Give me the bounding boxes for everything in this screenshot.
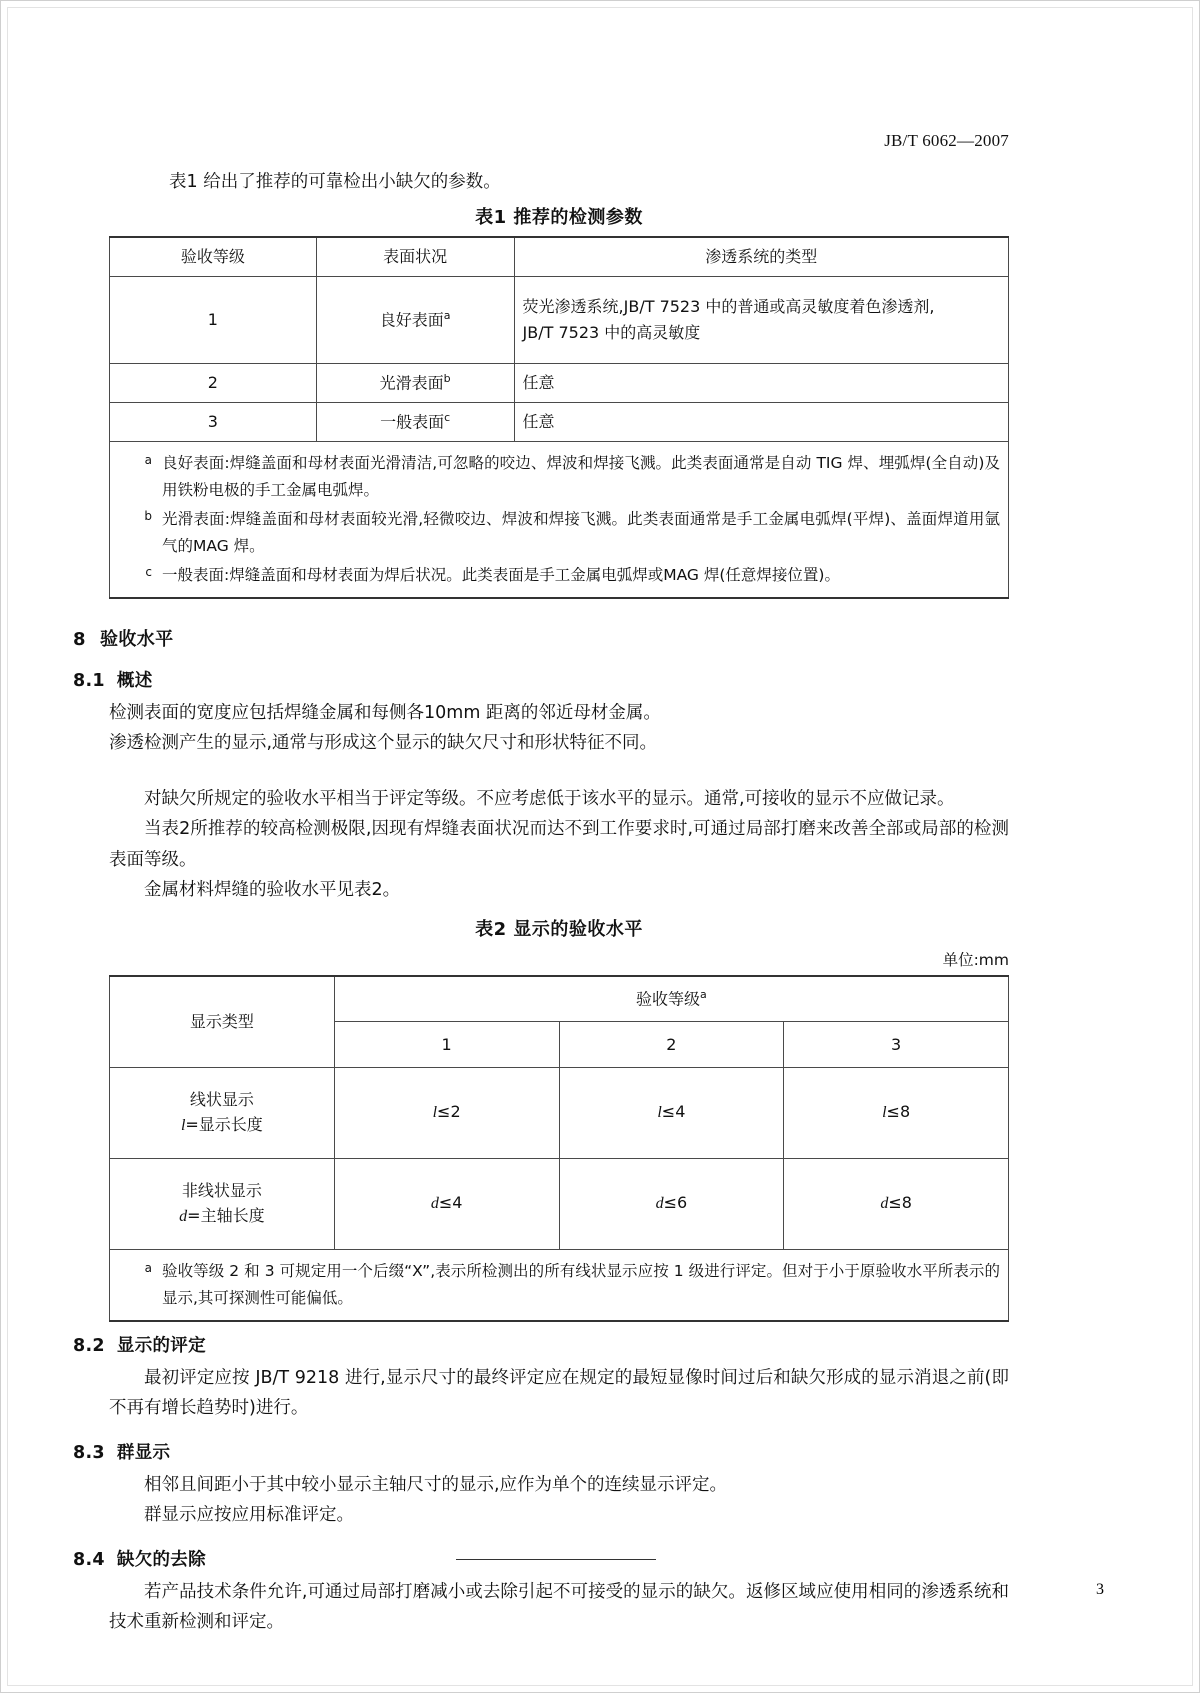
footnote-mark-b: b: [144, 508, 152, 523]
symbol-d: d: [179, 1208, 188, 1226]
table1-cell-system: 任意: [514, 402, 1008, 441]
table2-cell-nonlinear-level-1: [334, 1158, 559, 1249]
value-text: ≤6: [663, 1193, 688, 1213]
table2-footnote-row: [110, 1249, 1009, 1321]
table2-cell-type-nonlinear: [110, 1158, 335, 1249]
footnote-ref-a: a: [443, 308, 451, 322]
table-row: [110, 276, 1009, 363]
value-text: ≤8: [888, 1193, 912, 1213]
table2-level-3: 3: [784, 1022, 1009, 1067]
section-8-4-paragraph-1: 若产品技术条件允许,可通过局部打磨减小或去除引起不可接受的显示的缺欠。返修区域应使用相同的渗透系统和技术重新检测和评定。: [109, 1582, 1009, 1633]
table2-cell-nonlinear-level-3: [784, 1158, 1009, 1249]
section-8-1-title: 概述: [116, 671, 153, 692]
table2-type-label: 非线状显示: [181, 1180, 262, 1200]
section-8-1-number: 8.1: [73, 671, 105, 692]
table1-surface-text: 良好表面: [379, 310, 444, 330]
footnote-item: [118, 506, 1000, 560]
table1-cell-surface: [316, 402, 514, 441]
table2-unit-note: 单位:mm: [942, 950, 1009, 969]
section-8-1-paragraph-4: 当表2所推荐的较高检测极限,因现有焊缝表面状况而达不到工作要求时,可通过局部打磨来改善全部或局部的检测表面等级。: [109, 819, 1009, 870]
table-row: [110, 402, 1009, 441]
section-8-4-number: 8.4: [73, 1550, 105, 1571]
footnote-ref-c: c: [444, 410, 451, 424]
footnote-ref-b: b: [443, 371, 451, 385]
table2-col-acceptance-level-group: [334, 976, 1008, 1022]
table2-col-indication-type: 显示类型: [110, 976, 335, 1068]
footnote-item: [118, 1258, 1000, 1312]
table2-cell-linear-level-2: [559, 1067, 784, 1158]
footnote-mark-c: c: [145, 565, 152, 580]
table1-col-penetrant-system-type: 渗透系统的类型: [514, 237, 1008, 276]
table1-footnotes: [110, 441, 1009, 598]
footnote-item: [118, 450, 1000, 504]
footnote-text-b: 光滑表面:焊缝盖面和母材表面较光滑,轻微咬边、焊波和焊接飞溅。此类表面通常是手工金属电弧焊(平焊)、盖面焊道用氩气的MAG 焊。: [162, 509, 1000, 555]
footnote-ref-a: a: [700, 988, 707, 1002]
table1-lead-text: 表1 给出了推荐的可靠检出小缺欠的参数。: [169, 172, 501, 192]
table2-cell-linear-level-1: [334, 1067, 559, 1158]
table2-type-definition: [118, 1112, 326, 1139]
table1-cell-surface: [316, 363, 514, 402]
page-number: 3: [1096, 1581, 1104, 1598]
section-8-3-paragraph-1: 相邻且间距小于其中较小显示主轴尺寸的显示,应作为单个的连续显示评定。: [144, 1475, 728, 1496]
heading-section-8-1: [73, 667, 1009, 692]
standard-code-header: JB/T 6062—2007: [884, 131, 1009, 150]
table2-type-label: 线状显示: [189, 1089, 254, 1109]
section-8-1-paragraph-2: 渗透检测产生的显示,通常与形成这个显示的缺欠尺寸和形状特征不同。: [109, 733, 658, 754]
heading-section-8-2: [73, 1332, 1009, 1357]
table1-cell-system: 任意: [514, 363, 1008, 402]
section-8-number: 8: [73, 629, 86, 651]
table1-caption: 表1 推荐的检测参数: [475, 207, 643, 229]
section-8-4-title: 缺欠的去除: [116, 1550, 206, 1571]
table1-cell-surface: [316, 276, 514, 363]
footnote-item: [118, 562, 1000, 589]
symbol-l: l: [432, 1104, 438, 1122]
symbol-l: l: [657, 1104, 662, 1122]
page-content: [73, 1, 1009, 1638]
table1-surface-text: 光滑表面: [379, 373, 444, 393]
footnote-text-a: 验收等级 2 和 3 可规定用一个后缀“X”,表示所检测出的所有线状显示应按 1 级进行评定。但对于小于原验收水平所表示的显示,其可探测性可能偏低。: [162, 1261, 1000, 1307]
value-text: ≤4: [438, 1193, 463, 1213]
table1-col-acceptance-level: 验收等级: [110, 237, 317, 276]
table2-cell-linear-level-3: [784, 1067, 1009, 1158]
symbol-d: d: [655, 1195, 664, 1213]
table2-group-header-text: 验收等级: [635, 989, 700, 1009]
table-row: [110, 1158, 1009, 1249]
section-8-title: 验收水平: [99, 629, 174, 651]
footer-divider: [456, 1559, 656, 1560]
table1-footnote-row: [110, 441, 1009, 598]
table2-caption: 表2 显示的验收水平: [475, 918, 643, 940]
section-8-3-number: 8.3: [73, 1443, 105, 1464]
symbol-d: d: [430, 1195, 439, 1213]
table2-header-row-group: [110, 976, 1009, 1022]
symbol-d: d: [880, 1195, 889, 1213]
section-8-3-paragraph-2: 群显示应按应用标准评定。: [144, 1505, 354, 1526]
section-8-2-title: 显示的评定: [116, 1335, 206, 1356]
symbol-l: l: [180, 1117, 186, 1135]
table1-system-line1: 荧光渗透系统,JB/T 7523 中的普通或高灵敏度着色渗透剂,: [522, 297, 935, 317]
table1-cell-level: 3: [110, 402, 317, 441]
table1-col-surface-condition: 表面状况: [316, 237, 514, 276]
footnote-mark-a: a: [144, 452, 152, 467]
section-8-1-paragraph-5: 金属材料焊缝的验收水平见表2。: [144, 879, 401, 900]
table2-cell-nonlinear-level-2: [559, 1158, 784, 1249]
symbol-l: l: [882, 1104, 887, 1122]
section-8-2-paragraph-1: 最初评定应按 JB/T 9218 进行,显示尺寸的最终评定应在规定的最短显像时间过后和缺欠形成的显示消退之前(即不再有增长趋势时)进行。: [109, 1367, 1009, 1419]
footnote-mark-a: a: [144, 1260, 152, 1275]
heading-section-8-3: [73, 1439, 1009, 1464]
table2-cell-type-linear: [110, 1067, 335, 1158]
table1-cell-system: [514, 276, 1008, 363]
table2-type-definition-text: =主轴长度: [187, 1206, 265, 1226]
table2-level-1: 1: [334, 1022, 559, 1067]
section-8-3-title: 群显示: [116, 1443, 171, 1464]
table2-type-definition-text: =显示长度: [185, 1115, 263, 1135]
section-8-2-number: 8.2: [73, 1335, 105, 1356]
heading-section-8: [73, 625, 1009, 651]
section-8-1-paragraph-1: 检测表面的宽度应包括焊缝金属和每侧各10mm 距离的邻近母材金属。: [109, 703, 661, 724]
table1-cell-level: 2: [110, 363, 317, 402]
table1-cell-level: 1: [110, 276, 317, 363]
table1-header-row: [110, 237, 1009, 276]
table-acceptance-levels-of-indications: [109, 975, 1009, 1322]
table1-surface-text: 一般表面: [380, 411, 445, 431]
table-recommended-test-parameters: [109, 236, 1009, 599]
value-text: ≤4: [661, 1102, 686, 1122]
footnote-text-a: 良好表面:焊缝盖面和母材表面光滑清洁,可忽略的咬边、焊波和焊接飞溅。此类表面通常是自动 TIG 焊、埋弧焊(全自动)及用铁粉电极的手工金属电弧焊。: [162, 453, 1000, 499]
section-8-1-paragraph-3: 对缺欠所规定的验收水平相当于评定等级。不应考虑低于该水平的显示。通常,可接收的显示不应做记录。: [144, 789, 955, 810]
table-row: [110, 1067, 1009, 1158]
value-text: ≤2: [437, 1102, 461, 1122]
table2-level-2: 2: [559, 1022, 784, 1067]
value-text: ≤8: [886, 1102, 911, 1122]
table2-footnotes: [110, 1249, 1009, 1321]
table-row: [110, 363, 1009, 402]
footnote-text-c: 一般表面:焊缝盖面和母材表面为焊后状况。此类表面是手工金属电弧焊或MAG 焊(任意焊接位置)。: [162, 566, 840, 585]
table1-system-line2: JB/T 7523 中的高灵敏度: [522, 322, 701, 342]
table2-type-definition: [118, 1203, 326, 1230]
